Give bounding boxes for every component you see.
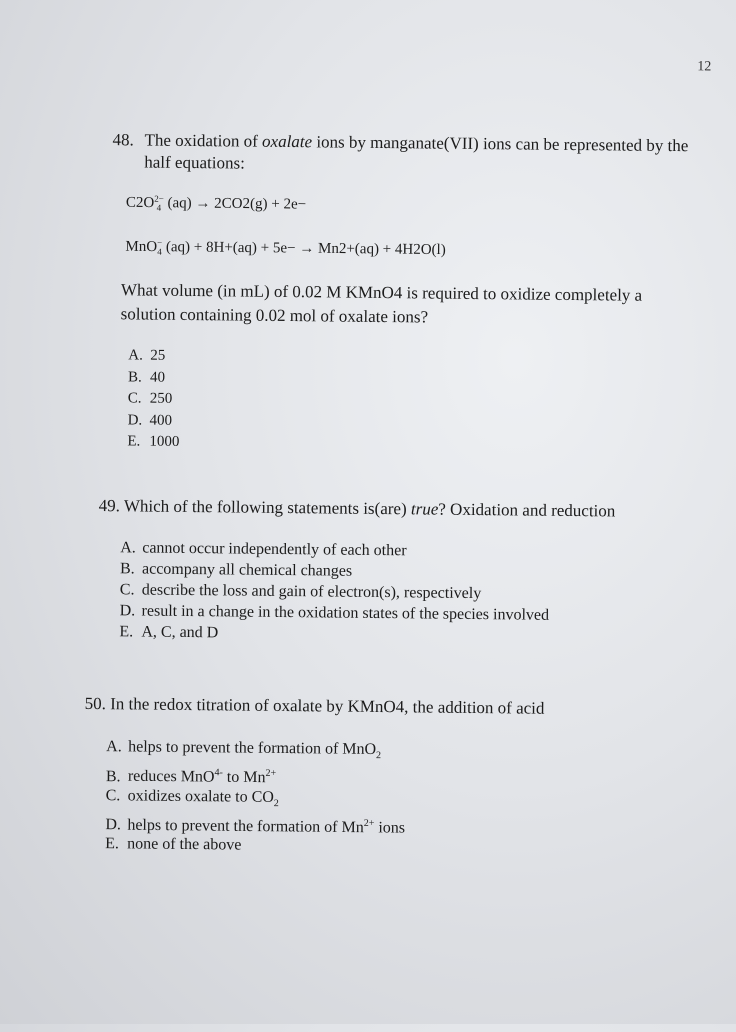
q48-question-line1: What volume (in mL) of 0.02 M KMnO4 is required to oxidize completely a	[120, 280, 643, 305]
eq1-right: (aq) → 2CO2(g) + 2e−	[167, 195, 307, 213]
option-text: accompany all chemical changes	[141, 560, 353, 580]
option-sub: 2	[273, 797, 279, 809]
q48-number: 48.	[112, 130, 134, 150]
q48-option-c[interactable]	[128, 388, 180, 410]
option-text: none of the above	[127, 835, 242, 854]
eq1-charge	[154, 195, 164, 213]
option-text: helps to prevent the formation of Mn	[127, 816, 364, 836]
q48-stem-b: oxalate	[261, 131, 313, 152]
option-text: reduces MnO	[127, 767, 215, 786]
eq2-right: (aq) + 8H+(aq) + 5e− → Mn2+(aq) + 4H2O(l)	[165, 239, 446, 259]
option-text-2: ions	[374, 818, 406, 837]
q48-option-a[interactable]	[128, 345, 180, 367]
q48-equation-1	[126, 194, 306, 214]
eq2-sup: −	[157, 237, 163, 248]
q50-stem	[85, 693, 545, 720]
q50-option-b[interactable]	[106, 762, 406, 788]
q48-option-e[interactable]	[127, 431, 179, 453]
option-text: helps to prevent the formation of MnO	[128, 738, 377, 758]
q49-stem-a: Which of the following statements is(are)	[123, 496, 407, 519]
q50-stem-text: In the redox titration of oxalate by KMnO4, the addition of acid	[110, 694, 545, 718]
option-text: 40	[149, 369, 166, 386]
option-text: A, C, and D	[141, 623, 219, 642]
q49-stem	[99, 495, 616, 522]
option-sup: 4-	[214, 767, 223, 779]
option-text: 25	[150, 347, 166, 364]
eq2-sub: 4	[157, 246, 162, 257]
option-sup: 2+	[363, 817, 375, 829]
eq1-left: C2O	[125, 194, 155, 212]
q48-stem-c: ions by manganate(VII) ions can be represented by the	[316, 132, 689, 156]
option-letter: C.	[127, 390, 142, 407]
q49-stem-b: true	[410, 499, 439, 519]
option-text: 250	[149, 390, 173, 407]
q48-option-d[interactable]	[127, 410, 179, 432]
q48-stem-a: The oxidation of	[144, 130, 258, 151]
eq2-left: MnO	[125, 238, 158, 256]
q49-number: 49.	[98, 496, 121, 516]
option-letter: C.	[119, 581, 135, 599]
q50-option-a[interactable]	[106, 737, 406, 765]
option-letter: D.	[127, 411, 143, 429]
option-letter: D.	[105, 816, 122, 834]
q50-number: 50.	[84, 693, 106, 714]
option-letter: E.	[105, 835, 120, 853]
eq1-sup: 2−	[154, 193, 164, 204]
q49-stem-c: ? Oxidation and reduction	[438, 499, 616, 521]
option-text: result in a change in the oxidation states of the species involved	[141, 602, 550, 624]
option-text-2: to Mn	[222, 768, 266, 787]
q48-options	[127, 345, 180, 453]
option-text: oxidizes oxalate to CO	[127, 786, 274, 806]
option-letter: A.	[128, 347, 143, 364]
option-letter: E.	[127, 433, 141, 450]
option-sub: 2	[376, 750, 382, 762]
option-text: 400	[149, 412, 173, 429]
q48-option-b[interactable]	[128, 367, 180, 389]
option-text: describe the loss and gain of electron(s), respectively	[141, 581, 482, 603]
option-text: 1000	[149, 433, 180, 450]
q49-options	[119, 537, 550, 646]
option-letter: D.	[119, 602, 136, 620]
option-letter: C.	[105, 786, 121, 804]
q48-equation-2	[125, 238, 446, 259]
q50-option-e[interactable]	[105, 834, 405, 856]
q50-option-c[interactable]	[106, 786, 406, 814]
option-letter: B.	[105, 767, 121, 785]
q48-stem-line2: half equations:	[144, 152, 245, 173]
option-letter: B.	[127, 368, 142, 386]
option-letter: B.	[119, 560, 135, 578]
eq2-charge	[157, 239, 162, 257]
page-number: 12	[697, 59, 712, 75]
option-sup-2: 2+	[265, 768, 277, 780]
q50-option-d[interactable]	[105, 811, 405, 837]
option-text: cannot occur independently of each other	[142, 539, 407, 560]
q50-options	[105, 737, 406, 856]
eq1-sub: 4	[156, 202, 162, 213]
option-letter: A.	[106, 738, 122, 756]
option-letter: E.	[119, 623, 134, 641]
q48-question-line2: solution containing 0.02 mol of oxalate ions?	[120, 304, 429, 327]
option-letter: A.	[120, 539, 136, 557]
